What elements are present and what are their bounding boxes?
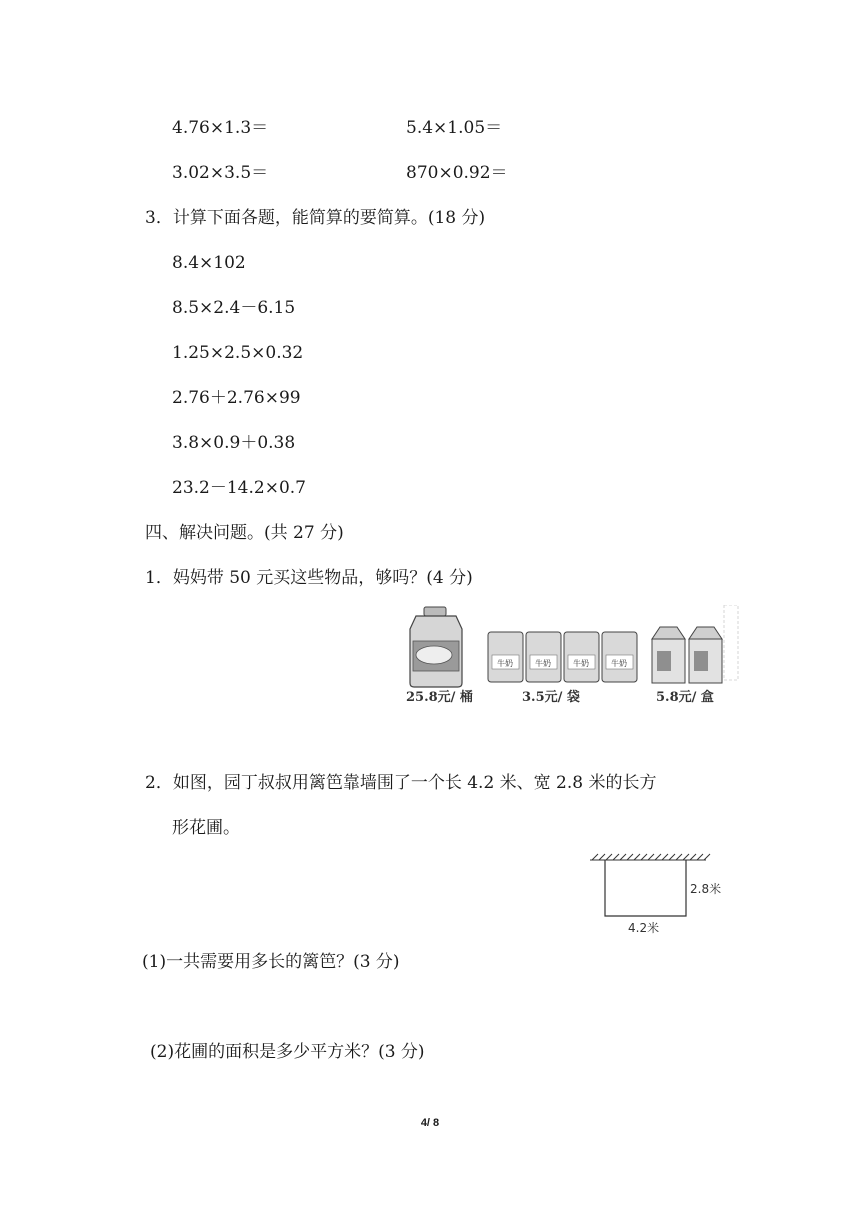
problem1-text: 1．妈妈带 50 元买这些物品，够吗？(4 分) [145,568,473,588]
problem2-line1: 2．如图，园丁叔叔用篱笆靠墙围了一个长 4.2 米、宽 2.8 米的长方 [145,773,657,793]
price-box: 5.8元/ 盒 [656,690,714,705]
q3-item: 3.8×0.9＋0.38 [172,433,296,453]
milk-bag-icon [488,632,523,682]
bag-label: 牛奶 [611,659,627,668]
bag-label: 牛奶 [497,659,513,668]
fence-outline [605,860,686,916]
milk-bag-icon [564,632,599,682]
q3-item: 23.2－14.2×0.7 [172,478,306,498]
calc-row1-left: 4.76×1.3＝ [172,118,269,138]
section4-heading: 四、解决问题。(共 27 分) [145,523,344,543]
garden-diagram [588,852,738,934]
problem2-line2: 形花圃。 [172,818,240,838]
milk-bag-icon [602,632,637,682]
q3-item: 8.4×102 [172,253,246,273]
subquestion-2: (2)花圃的面积是多少平方米？(3 分) [150,1042,425,1062]
page-number: 4/ 8 [420,1117,440,1129]
price-bag: 3.5元/ 袋 [522,690,580,705]
milk-box-icon [689,627,722,683]
calc-row2-right: 870×0.92＝ [406,163,508,183]
q3-heading: 3．计算下面各题，能简算的要简算。(18 分) [145,208,486,228]
length-label: 4.2米 [628,921,660,934]
q3-item: 8.5×2.4－6.15 [172,298,296,318]
calc-row1-right: 5.4×1.05＝ [406,118,503,138]
q3-item: 2.76＋2.76×99 [172,388,301,408]
q3-item: 1.25×2.5×0.32 [172,343,304,363]
milk-products-illustration [402,605,742,705]
price-jug: 25.8元/ 桶 [406,690,473,705]
bag-label: 牛奶 [573,659,589,668]
subquestion-1: (1)一共需要用多长的篱笆？(3 分) [142,952,400,972]
milk-bag-icon [526,632,561,682]
calc-row2-left: 3.02×3.5＝ [172,163,269,183]
milk-jug-icon [410,607,462,687]
width-label: 2.8米 [690,882,722,896]
wall-hatch [590,854,710,860]
bag-label: 牛奶 [535,659,551,668]
milk-box-icon [652,627,685,683]
